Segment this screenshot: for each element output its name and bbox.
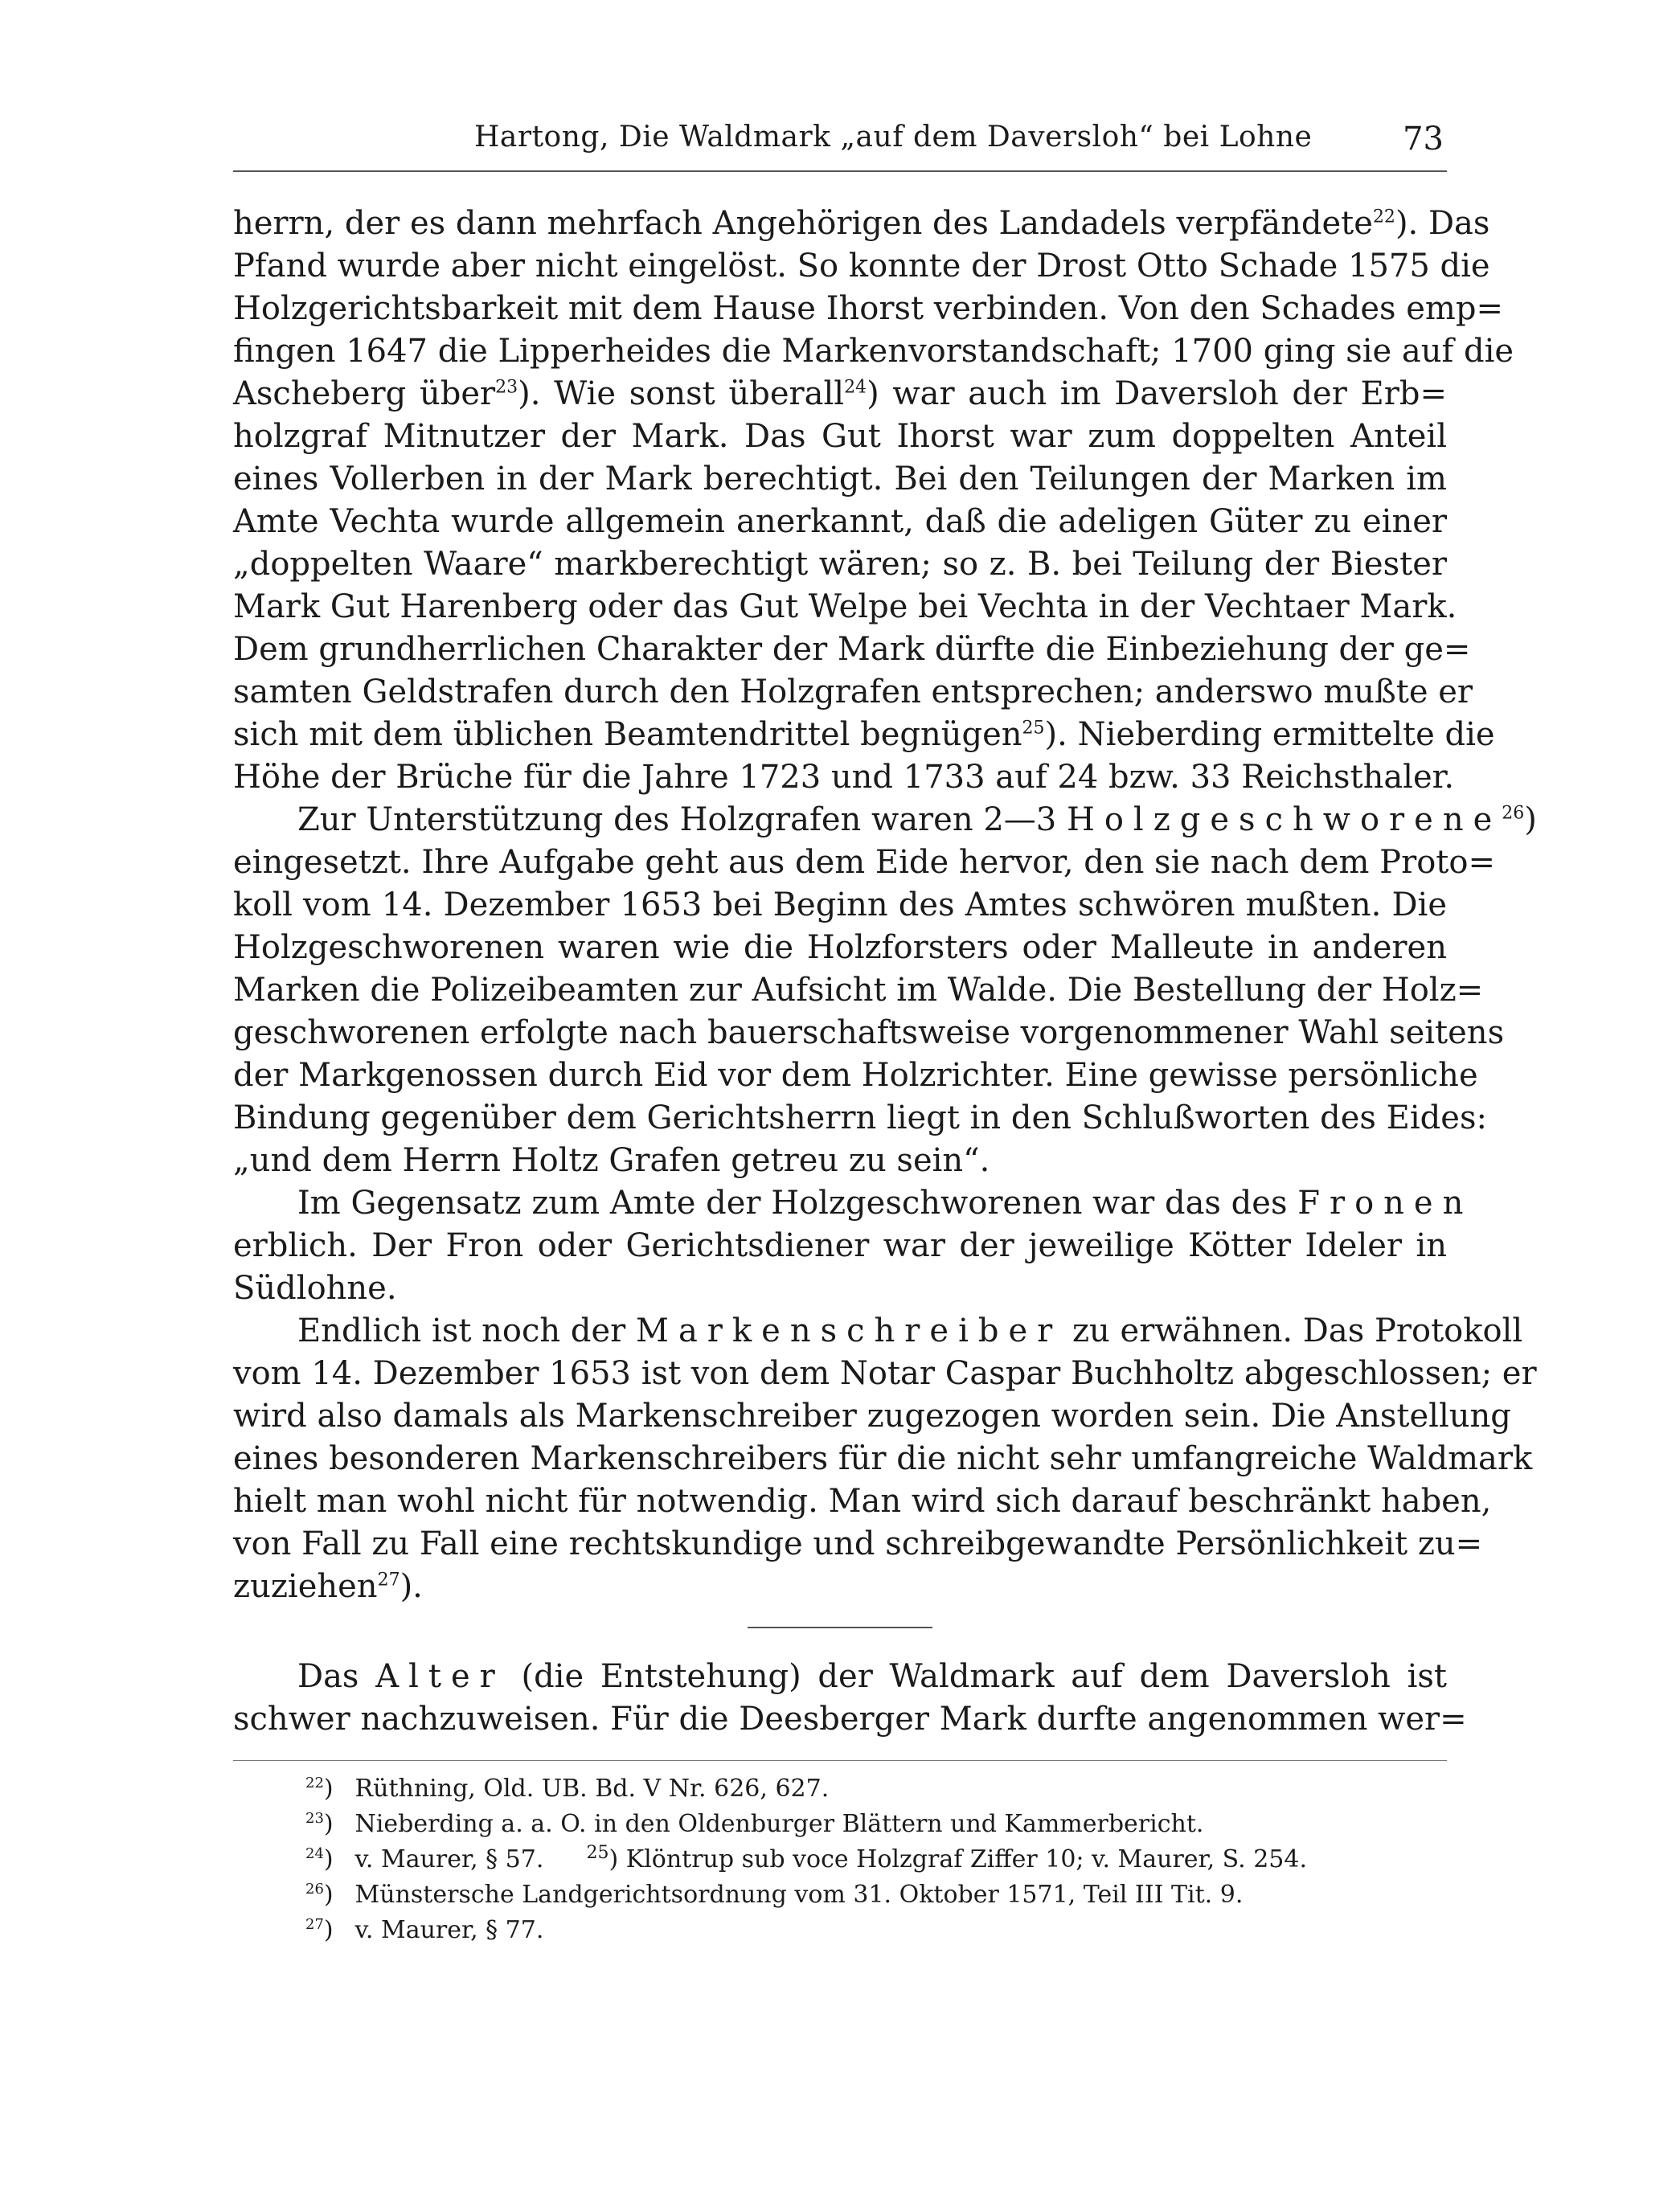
footnote-text: v. Maurer, § 57. [354, 1845, 544, 1873]
footnote-number: 22 [305, 1775, 324, 1791]
text-line: Amte Vechta wurde allgemein anerkannt, daß die adeligen Güter zu einer [233, 503, 1447, 540]
footnote: $^{22}$) Rüthning, Old. UB. Bd. V Nr. 626, 627. [305, 1775, 830, 1803]
spaced-term: Fronen [1297, 1185, 1473, 1222]
text-line: Im Gegensatz zum Amte der Holzgeschworenen war das des Fronen [297, 1185, 1473, 1222]
text-line: Zur Unterstützung des Holzgrafen waren 2—3 Holzgeschworene$^{26}$) [297, 801, 1537, 838]
footnote-rule [233, 1760, 1447, 1761]
page-number: 73 [1403, 121, 1444, 158]
text-line: eines Vollerben in der Mark berechtigt. Bei den Teilungen der Marken im [233, 461, 1447, 497]
text-line: geschworenen erfolgte nach bauerschaftsweise vorgenommener Wahl seitens [233, 1014, 1505, 1051]
text-line: eines besonderen Markenschreibers für die nicht sehr umfangreiche Waldmark [233, 1440, 1533, 1477]
footnote-number: 24 [305, 1845, 324, 1862]
text-line: Endlich ist noch der Markenschreiber zu erwähnen. Das Protokoll [297, 1312, 1523, 1349]
text-line: samten Geldstrafen durch den Holzgrafen entsprechen; anderswo mußte er [233, 674, 1473, 710]
text-line: holzgraf Mitnutzer der Mark. Das Gut Ihorst war zum doppelten Anteil [233, 418, 1447, 455]
text-line: Holzgerichtsbarkeit mit dem Hause Ihorst verbinden. Von den Schades emp= [233, 290, 1503, 327]
text-line: „und dem Herrn Holtz Grafen getreu zu sein“. [233, 1142, 990, 1179]
footnote-number: 25 [586, 1843, 609, 1863]
body-text [233, 203, 1537, 1608]
running-title: Hartong, Die Waldmark „auf dem Daversloh“ bei Lohne [474, 121, 1313, 154]
text-line: erblich. Der Fron oder Gerichtsdiener war der jeweilige Kötter Ideler in [233, 1227, 1447, 1264]
text-line: Pfand wurde aber nicht eingelöst. So konnte der Drost Otto Schade 1575 die [233, 248, 1490, 285]
text-line: „doppelten Waare“ markberechtigt wären; so z. B. bei Teilung der Biester [233, 546, 1447, 583]
text-line: eingesetzt. Ihre Aufgabe geht aus dem Eide hervor, den sie nach dem Proto= [233, 844, 1495, 881]
text-line: fingen 1647 die Lipperheides die Markenvorstandschaft; 1700 ging sie auf die [233, 333, 1514, 370]
spaced-term: Holzgeschworene [1066, 801, 1502, 838]
text-line: wird also damals als Markenschreiber zugezogen worden sein. Die Anstellung [233, 1398, 1511, 1435]
text-line: schwer nachzuweisen. Für die Deesberger Mark durfte angenommen wer= [233, 1701, 1467, 1738]
text-line: zuziehen$^{27}$). [233, 1568, 423, 1605]
footnote-text: Münstersche Landgerichtsordnung vom 31. Oktober 1571, Teil III Tit. 9. [354, 1881, 1244, 1909]
text-line: Höhe der Brüche für die Jahre 1723 und 1733 auf 24 bzw. 33 Reichsthaler. [233, 759, 1455, 796]
spaced-term: Alter [375, 1658, 505, 1695]
text-line: vom 14. Dezember 1653 ist von dem Notar Caspar Buchholtz abgeschlossen; er [233, 1355, 1537, 1392]
text-line: Ascheberg über$^{23}$). Wie sonst überall$^{24}$) war auch im Daversloh der Erb= [233, 375, 1447, 412]
header-rule [233, 170, 1447, 172]
footnote-text: v. Maurer, § 77. [354, 1916, 544, 1944]
text-line: Holzgeschworenen waren wie die Holzforsters oder Malleute in anderen [233, 929, 1447, 966]
footnote-text: Rüthning, Old. UB. Bd. V Nr. 626, 627. [354, 1775, 830, 1803]
spaced-term: Markenschreiber [635, 1312, 1063, 1349]
text-line: Marken die Polizeibeamten zur Aufsicht im Walde. Die Bestellung der Holz= [233, 972, 1484, 1009]
footnote: $^{27}$) v. Maurer, § 77. [305, 1916, 544, 1944]
text-line: herrn, der es dann mehrfach Angehörigen des Landadels verpfändete$^{22}$). Das [233, 205, 1490, 242]
text-line: Bindung gegenüber dem Gerichtsherrn liegt in den Schlußworten des Eides: [233, 1099, 1487, 1136]
text-line: sich mit dem üblichen Beamtendrittel begnügen$^{25}$). Nieberding ermittelte die [233, 716, 1495, 753]
footnote-text: Klöntrup sub voce Holzgraf Ziffer 10; v. Maurer, S. 254. [625, 1845, 1308, 1873]
text-line: hielt man wohl nicht für notwendig. Man wird sich darauf beschränkt haben, [233, 1483, 1492, 1520]
footnote-number: 27 [305, 1916, 324, 1933]
text-line: Südlohne. [233, 1270, 397, 1307]
section-divider [748, 1627, 932, 1628]
footnote: $^{26}$) Münstersche Landgerichtsordnung vom 31. Oktober 1571, Teil III Tit. 9. [305, 1881, 1244, 1909]
body-text-continued [233, 1656, 1467, 1741]
footnote-number: 26 [305, 1881, 324, 1898]
text-line: von Fall zu Fall eine rechtskundige und schreibgewandte Persönlichkeit zu= [233, 1525, 1483, 1562]
running-header [233, 121, 1447, 177]
text-line: Dem grundherrlichen Charakter der Mark dürfte die Einbeziehung der ge= [233, 631, 1471, 668]
footnote: $^{24}$) v. Maurer, § 57. $^{25}$) Klöntrup sub voce Holzgraf Ziffer 10; v. Maurer, S. 254. [305, 1843, 1308, 1873]
footnotes [305, 1771, 1447, 1948]
footnote-number: 23 [305, 1810, 324, 1827]
text-line: der Markgenossen durch Eid vor dem Holzrichter. Eine gewisse persönliche [233, 1057, 1478, 1094]
text-line: Das Alter (die Entstehung) der Waldmark auf dem Daversloh ist [297, 1658, 1447, 1695]
footnote: $^{23}$) Nieberding a. a. O. in den Oldenburger Blättern und Kammerbericht. [305, 1810, 1204, 1838]
text-line: Mark Gut Harenberg oder das Gut Welpe bei Vechta in der Vechtaer Mark. [233, 588, 1457, 625]
text-line: koll vom 14. Dezember 1653 bei Beginn des Amtes schwören mußten. Die [233, 886, 1447, 923]
footnote-text: Nieberding a. a. O. in den Oldenburger Blättern und Kammerbericht. [354, 1810, 1204, 1838]
